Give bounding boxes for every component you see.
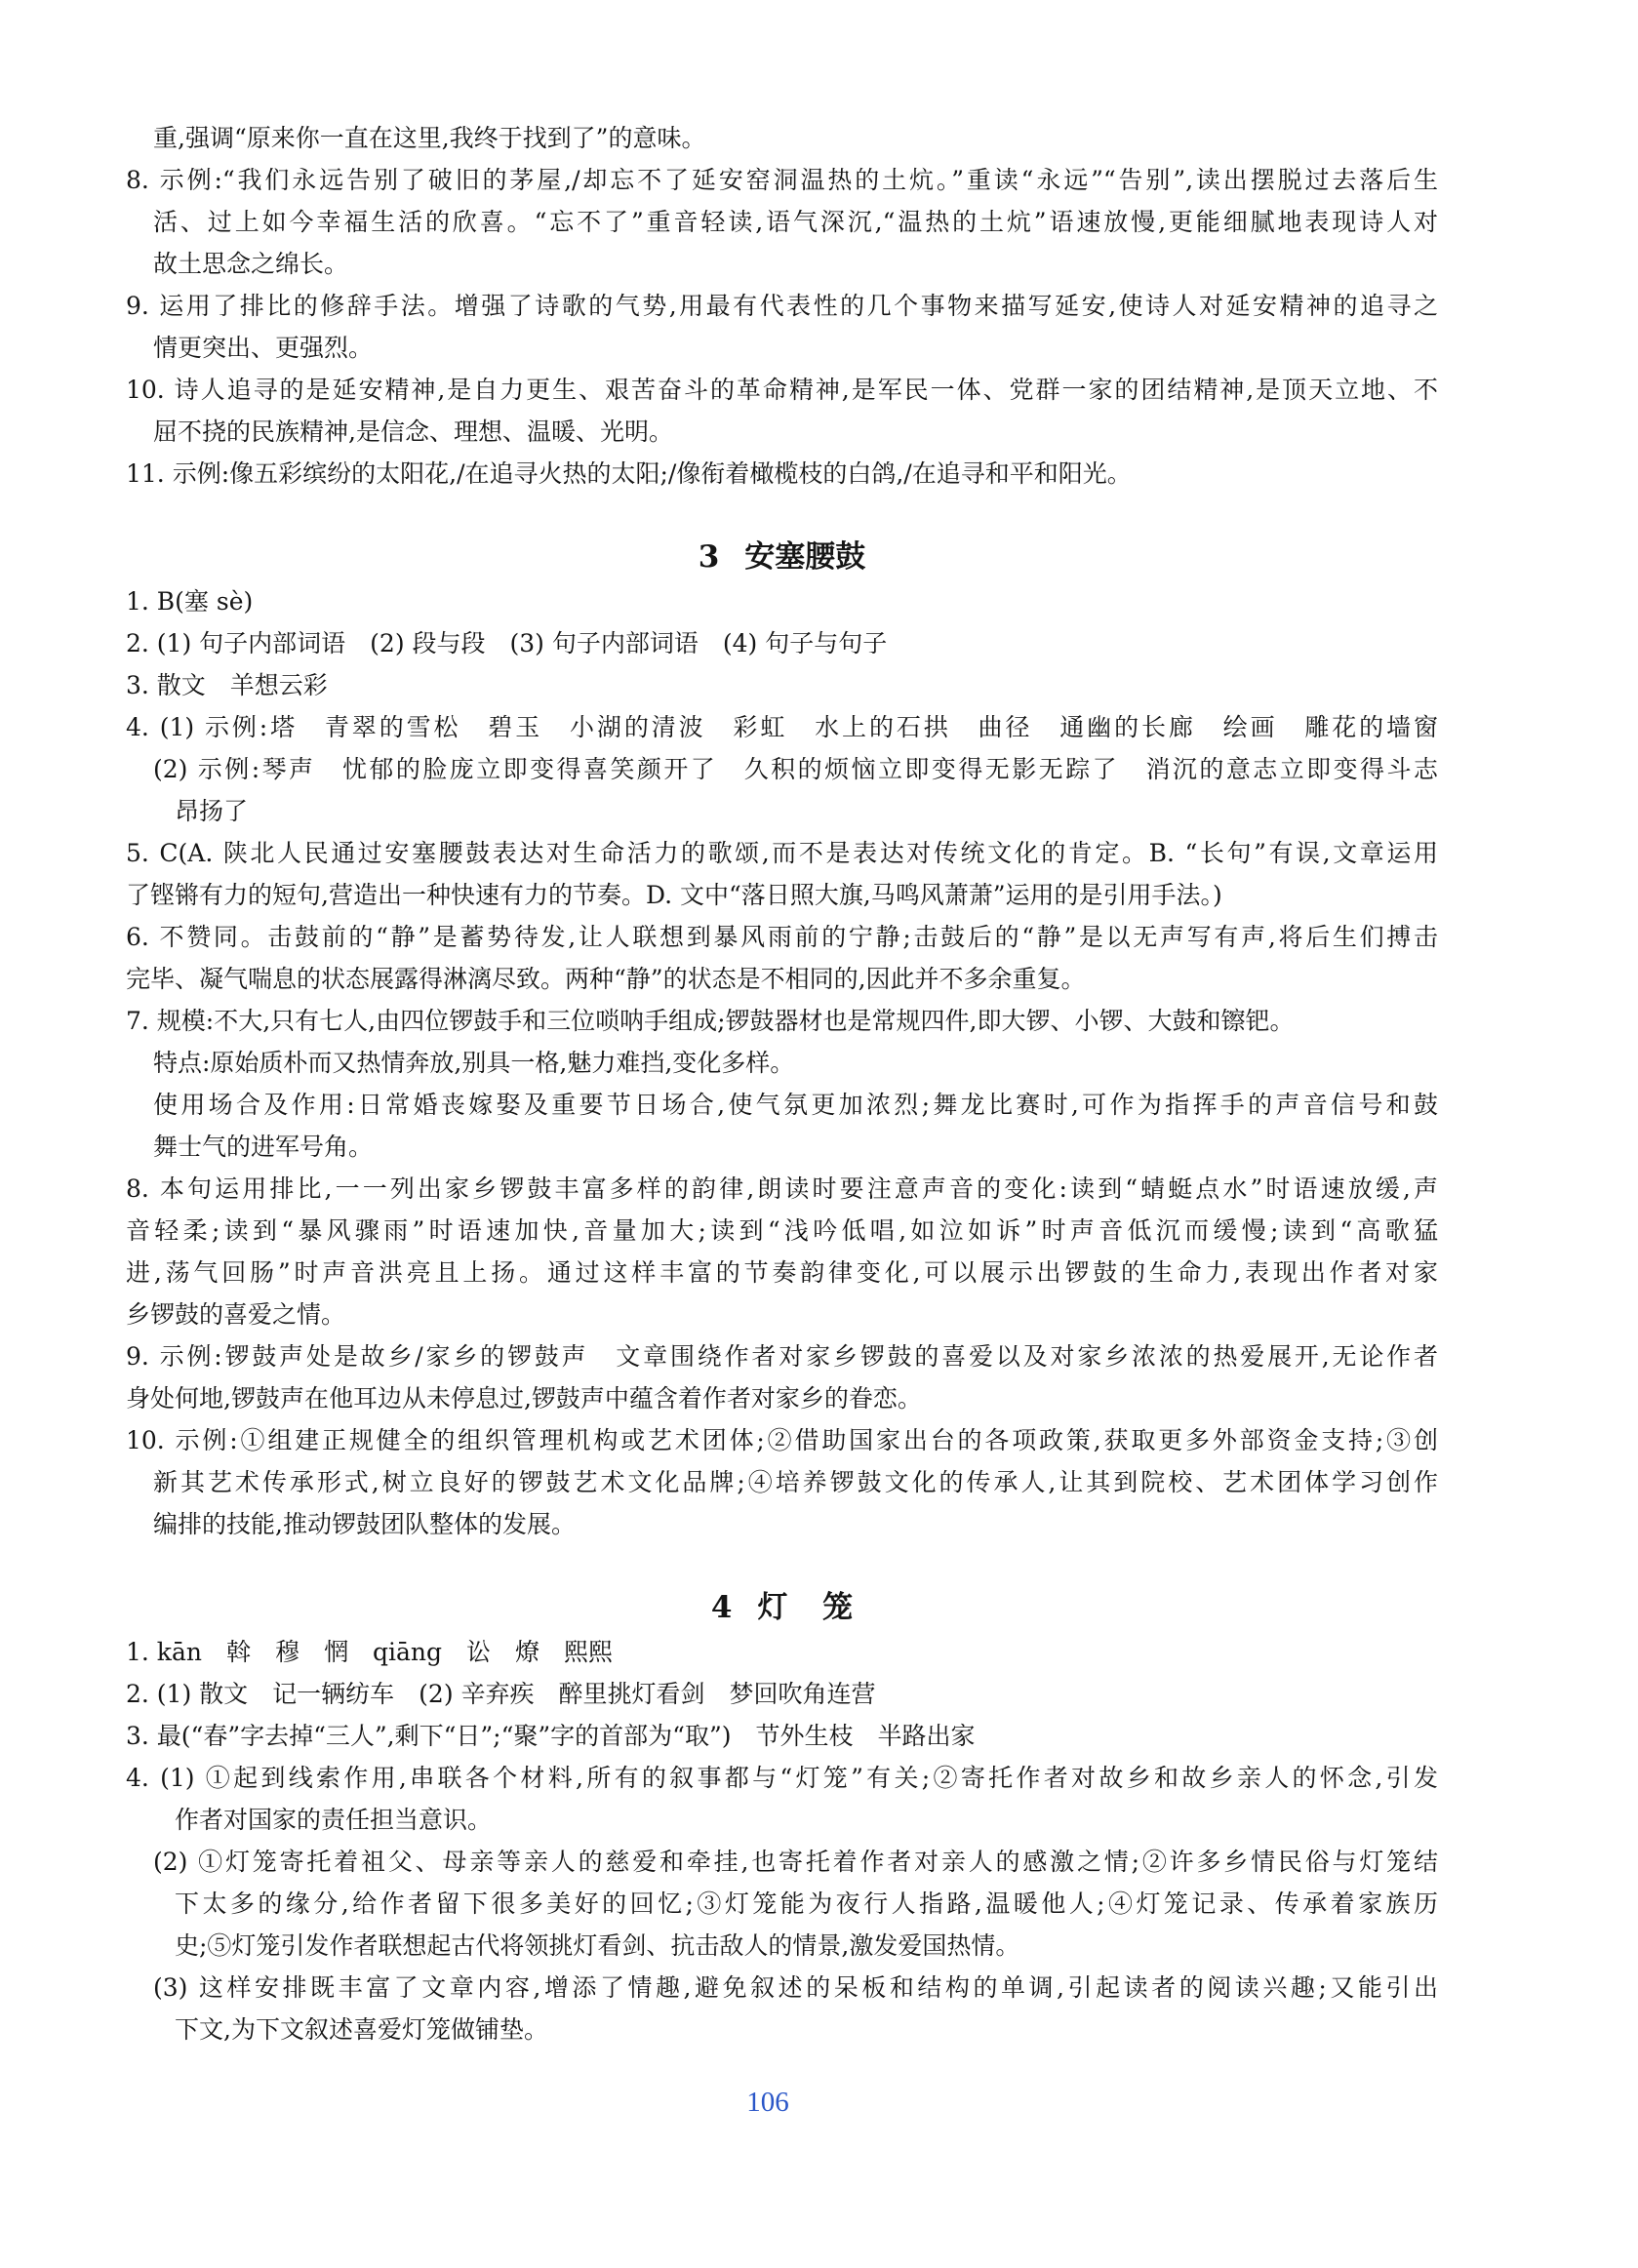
answer-line: 作者对国家的责任担当意识。 (175, 1806, 493, 1834)
answer-item-9 (126, 1335, 1438, 1419)
answer-item-3 (126, 664, 1438, 706)
answer-item-4 (126, 706, 1438, 832)
answer-line: 编排的技能,推动锣鼓团队整体的发展。 (153, 1510, 576, 1538)
answer-line: 1. kān 斡 穆 惘 qiāng 讼 燎 熙熙 (126, 1638, 613, 1666)
page-content (126, 117, 1438, 2050)
answer-item-3 (126, 1715, 1438, 1757)
answer-line: 11. 示例:像五彩缤纷的太阳花,/在追寻火热的太阳;/像衔着橄榄枝的白鸽,/在追寻和平和阳光。 (126, 459, 1132, 488)
section-number: 3 (698, 539, 720, 575)
answer-item-10 (126, 1419, 1438, 1545)
answer-line: 舞士气的进军号角。 (153, 1133, 374, 1161)
answer-item-6 (126, 916, 1438, 1000)
answer-line: 身处何地,锣鼓声在他耳边从未停息过,锣鼓声中蕴含着作者对家乡的眷恋。 (126, 1384, 922, 1413)
answer-item-7-continued (126, 117, 1438, 159)
answer-line: 3. 散文 羊想云彩 (126, 671, 328, 699)
answer-line: 特点:原始质朴而又热情奔放,别具一格,魅力难挡,变化多样。 (153, 1049, 795, 1077)
answer-item-9 (126, 285, 1438, 369)
answer-line: 5. C(A. 陕北人民通过安塞腰鼓表达对生命活力的歌颂,而不是表达对传统文化的肯定。B. “长句”有误,文章运用 (126, 839, 1438, 867)
answer-line: 新其艺术传承形式,树立良好的锣鼓艺术文化品牌;④培养锣鼓文化的传承人,让其到院校、艺术团体学习创作 (153, 1468, 1438, 1496)
answer-item-5 (126, 832, 1438, 916)
answer-line: 乡锣鼓的喜爱之情。 (126, 1300, 346, 1329)
answer-item-8 (126, 159, 1438, 285)
answer-line: 音轻柔;读到“暴风骤雨”时语速加快,音量加大;读到“浅吟低唱,如泣如诉”时声音低沉而缓慢;读到“高歌猛 (126, 1216, 1438, 1245)
answer-line: 6. 不赞同。击鼓前的“静”是蓄势待发,让人联想到暴风雨前的宁静;击鼓后的“静”是以无声写有声,将后生们搏击 (126, 923, 1438, 951)
answer-line: 10. 示例:①组建正规健全的组织管理机构或艺术团体;②借助国家出台的各项政策,获取更多外部资金支持;③创 (126, 1426, 1438, 1454)
answer-item-1 (126, 1631, 1438, 1673)
answer-line: 2. (1) 句子内部词语 (2) 段与段 (3) 句子内部词语 (4) 句子与句子 (126, 629, 888, 657)
answer-item-2 (126, 1673, 1438, 1715)
answer-line: 活、过上如今幸福生活的欣喜。“忘不了”重音轻读,语气深沉,“温热的土炕”语速放慢,更能细腻地表现诗人对 (153, 208, 1438, 236)
answer-line: 4. (1) ①起到线索作用,串联各个材料,所有的叙事都与“灯笼”有关;②寄托作者对故乡和故乡亲人的怀念,引发 (126, 1764, 1438, 1792)
page-number: 106 (746, 2087, 789, 2118)
answer-line: 重,强调“原来你一直在这里,我终于找到了”的意味。 (153, 124, 706, 152)
answer-line: 8. 本句运用排比,一一列出家乡锣鼓丰富多样的韵律,朗读时要注意声音的变化:读到“蜻蜓点水”时语速放缓,声 (126, 1174, 1438, 1203)
answer-item-7 (126, 1000, 1438, 1168)
answer-item-4 (126, 1757, 1438, 2050)
answer-line: 9. 示例:锣鼓声处是故乡/家乡的锣鼓声 文章围绕作者对家乡锣鼓的喜爱以及对家乡浓浓的热爱展开,无论作者 (126, 1342, 1438, 1371)
answer-item-11 (126, 453, 1438, 495)
section-heading (126, 1585, 1438, 1631)
answer-line: 2. (1) 散文 记一辆纺车 (2) 辛弃疾 醉里挑灯看剑 梦回吹角连营 (126, 1680, 876, 1708)
answer-line: 情更突出、更强烈。 (153, 334, 374, 362)
section-title: 安塞腰鼓 (744, 539, 866, 575)
answer-line: 9. 运用了排比的修辞手法。增强了诗歌的气势,用最有代表性的几个事物来描写延安,使诗人对延安精神的追寻之 (126, 292, 1438, 320)
answer-item-2 (126, 622, 1438, 664)
section-number: 4 (710, 1590, 733, 1625)
section-heading (126, 535, 1438, 580)
answer-line: 10. 诗人追寻的是延安精神,是自力更生、艰苦奋斗的革命精神,是军民一体、党群一家的团结精神,是顶天立地、不 (126, 376, 1438, 404)
answer-line: 7. 规模:不大,只有七人,由四位锣鼓手和三位唢呐手组成;锣鼓器材也是常规四件,即大锣、小锣、大鼓和镲钯。 (126, 1007, 1295, 1035)
answer-line: 史;⑤灯笼引发作者联想起古代将领挑灯看剑、抗击敌人的情景,激发爱国热情。 (175, 1931, 1020, 1960)
answer-line: 昂扬了 (175, 797, 249, 825)
answer-line: (2) 示例:琴声 忧郁的脸庞立即变得喜笑颜开了 久积的烦恼立即变得无影无踪了 消沉的意志立即变得斗志 (153, 755, 1438, 783)
answer-line: 完毕、凝气喘息的状态展露得淋漓尽致。两种“静”的状态是不相同的,因此并不多余重复。 (126, 965, 1086, 993)
answer-line: 8. 示例:“我们永远告别了破旧的茅屋,/却忘不了延安窑洞温热的土炕。”重读“永远”“告别”,读出摆脱过去落后生 (126, 166, 1438, 194)
answer-item-8 (126, 1168, 1438, 1335)
answer-line: 3. 最(“春”字去掉“三人”,剩下“日”;“聚”字的首部为“取”) 节外生枝 半路出家 (126, 1722, 976, 1750)
answer-line: 了铿锵有力的短句,营造出一种快速有力的节奏。D. 文中“落日照大旗,马鸣风萧萧”运用的是引用手法。) (126, 881, 1222, 909)
section-title: 灯 笼 (757, 1590, 854, 1625)
answer-line: 进,荡气回肠”时声音洪亮且上扬。通过这样丰富的节奏韵律变化,可以展示出锣鼓的生命力,表现出作者对家 (126, 1258, 1438, 1287)
answer-line: 故土思念之绵长。 (153, 250, 349, 278)
answer-line: 下文,为下文叙述喜爱灯笼做铺垫。 (175, 2015, 548, 2044)
answer-line: 1. B(塞 sè) (126, 587, 254, 616)
answer-item-10 (126, 369, 1438, 453)
answer-line: 4. (1) 示例:塔 青翠的雪松 碧玉 小湖的清波 彩虹 水上的石拱 曲径 通幽的长廊 绘画 雕花的墙窗 (126, 713, 1438, 741)
answer-line: 屈不挠的民族精神,是信念、理想、温暖、光明。 (153, 418, 673, 446)
answer-line: 下太多的缘分,给作者留下很多美好的回忆;③灯笼能为夜行人指路,温暖他人;④灯笼记录、传承着家族历 (175, 1890, 1438, 1918)
answer-item-1 (126, 580, 1438, 622)
answer-line: 使用场合及作用:日常婚丧嫁娶及重要节日场合,使气氛更加浓烈;舞龙比赛时,可作为指挥手的声音信号和鼓 (153, 1091, 1438, 1119)
answer-line: (2) ①灯笼寄托着祖父、母亲等亲人的慈爱和牵挂,也寄托着作者对亲人的感激之情;②许多乡情民俗与灯笼结 (153, 1848, 1438, 1876)
answer-line: (3) 这样安排既丰富了文章内容,增添了情趣,避免叙述的呆板和结构的单调,引起读者的阅读兴趣;又能引出 (153, 1973, 1438, 2002)
